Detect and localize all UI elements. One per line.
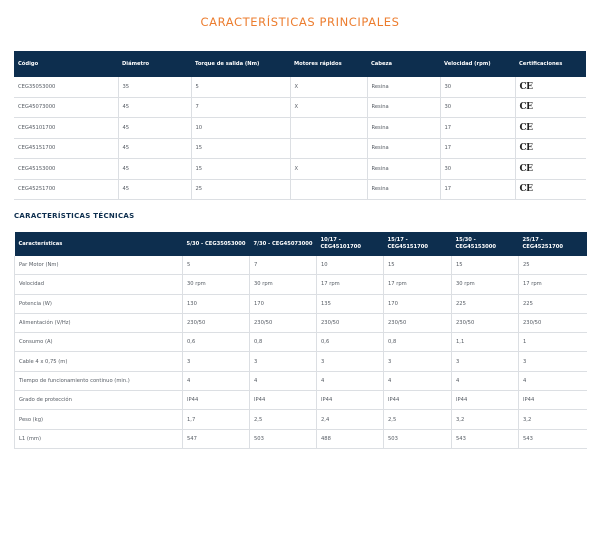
spec-value: 0,6 bbox=[183, 333, 250, 352]
spec-value: 547 bbox=[183, 429, 250, 448]
spec-value: 30 rpm bbox=[183, 275, 250, 294]
table-row bbox=[14, 159, 586, 180]
table-row bbox=[15, 294, 587, 313]
spec-value: 130 bbox=[183, 294, 250, 313]
spec-label: Grado de protección bbox=[15, 391, 183, 410]
technical-features-table bbox=[14, 232, 587, 449]
cell-motores-rapidos bbox=[290, 179, 367, 200]
spec-label: Consumo (A) bbox=[15, 333, 183, 352]
spec-value: 4 bbox=[519, 371, 587, 390]
cell-cabeza: Resina bbox=[367, 118, 440, 139]
spec-value: 4 bbox=[452, 371, 519, 390]
cell-codigo: CEG45151700 bbox=[14, 138, 118, 159]
table-row bbox=[15, 371, 587, 390]
spec-value: 1 bbox=[519, 333, 587, 352]
cell-velocidad: 30 bbox=[440, 77, 515, 97]
table-row bbox=[15, 391, 587, 410]
spec-value: 230/50 bbox=[452, 313, 519, 332]
cell-codigo: CEG45073000 bbox=[14, 97, 118, 118]
spec-value: 230/50 bbox=[183, 313, 250, 332]
spec-value: 3 bbox=[183, 352, 250, 371]
cell-certificaciones bbox=[515, 159, 586, 180]
cell-motores-rapidos: X bbox=[290, 77, 367, 97]
spec-value: 0,8 bbox=[250, 333, 317, 352]
ce-mark-icon: CE bbox=[519, 122, 533, 133]
technical-features-title: CARACTERÍSTICAS TÉCNICAS bbox=[14, 212, 135, 220]
ce-mark-icon: CE bbox=[519, 81, 533, 92]
cell-torque: 15 bbox=[191, 159, 290, 180]
cell-torque: 5 bbox=[191, 77, 290, 97]
spec-value: 230/50 bbox=[317, 313, 384, 332]
spec-value: 1,7 bbox=[183, 410, 250, 429]
table-row bbox=[14, 77, 586, 97]
spec-value: 15 bbox=[452, 256, 519, 275]
cell-velocidad: 30 bbox=[440, 159, 515, 180]
spec-value: 4 bbox=[384, 371, 452, 390]
table-row bbox=[15, 313, 587, 332]
spec-value: IP44 bbox=[452, 391, 519, 410]
header-velocidad: Velocidad (rpm) bbox=[440, 51, 515, 77]
spec-value: 543 bbox=[452, 429, 519, 448]
page-title: CARACTERÍSTICAS PRINCIPALES bbox=[200, 15, 400, 29]
spec-value: 225 bbox=[452, 294, 519, 313]
table-row bbox=[15, 410, 587, 429]
cell-cabeza: Resina bbox=[367, 97, 440, 118]
spec-value: 503 bbox=[384, 429, 452, 448]
table-row bbox=[14, 97, 586, 118]
spec-value: 15 bbox=[384, 256, 452, 275]
spec-value: 3 bbox=[452, 352, 519, 371]
ce-mark-icon: CE bbox=[519, 163, 533, 174]
main-features-header-row bbox=[14, 51, 586, 77]
cell-velocidad: 17 bbox=[440, 179, 515, 200]
spec-value: 135 bbox=[317, 294, 384, 313]
cell-diametro: 45 bbox=[118, 97, 191, 118]
spec-value: 3 bbox=[317, 352, 384, 371]
table-row bbox=[15, 256, 587, 275]
cell-motores-rapidos bbox=[290, 138, 367, 159]
cell-codigo: CEG45153000 bbox=[14, 159, 118, 180]
header-model-10-17: 10/17 - CEG45101700 bbox=[317, 232, 384, 256]
cell-motores-rapidos: X bbox=[290, 97, 367, 118]
cell-velocidad: 30 bbox=[440, 97, 515, 118]
cell-certificaciones bbox=[515, 97, 586, 118]
spec-value: 1,1 bbox=[452, 333, 519, 352]
cell-torque: 7 bbox=[191, 97, 290, 118]
table-row bbox=[15, 333, 587, 352]
spec-value: 2,5 bbox=[384, 410, 452, 429]
header-torque: Torque de salida (Nm) bbox=[191, 51, 290, 77]
table-row bbox=[14, 138, 586, 159]
spec-value: 230/50 bbox=[384, 313, 452, 332]
header-motores-rapidos: Motores rápidos bbox=[290, 51, 367, 77]
header-model-5-30: 5/30 - CEG35053000 bbox=[183, 232, 250, 256]
spec-value: 3 bbox=[384, 352, 452, 371]
spec-label: Tiempo de funcionamiento continuo (min.) bbox=[15, 371, 183, 390]
spec-label: Par Motor (Nm) bbox=[15, 256, 183, 275]
table-row bbox=[15, 352, 587, 371]
spec-value: 170 bbox=[384, 294, 452, 313]
cell-velocidad: 17 bbox=[440, 138, 515, 159]
spec-value: 4 bbox=[250, 371, 317, 390]
spec-label: Potencia (W) bbox=[15, 294, 183, 313]
spec-value: 543 bbox=[519, 429, 587, 448]
spec-value: 230/50 bbox=[250, 313, 317, 332]
cell-certificaciones bbox=[515, 179, 586, 200]
header-caracteristicas: Características bbox=[15, 232, 183, 256]
cell-cabeza: Resina bbox=[367, 179, 440, 200]
spec-label: L1 (mm) bbox=[15, 429, 183, 448]
cell-codigo: CEG45101700 bbox=[14, 118, 118, 139]
spec-value: IP44 bbox=[250, 391, 317, 410]
table-row bbox=[15, 429, 587, 448]
spec-value: 230/50 bbox=[519, 313, 587, 332]
spec-value: 17 rpm bbox=[384, 275, 452, 294]
spec-value: 30 rpm bbox=[250, 275, 317, 294]
spec-value: 2,5 bbox=[250, 410, 317, 429]
spec-value: 225 bbox=[519, 294, 587, 313]
header-model-15-30: 15/30 - CEG45153000 bbox=[452, 232, 519, 256]
cell-diametro: 45 bbox=[118, 159, 191, 180]
cell-diametro: 45 bbox=[118, 138, 191, 159]
spec-value: 7 bbox=[250, 256, 317, 275]
spec-value: 3 bbox=[250, 352, 317, 371]
cell-torque: 15 bbox=[191, 138, 290, 159]
spec-value: 30 rpm bbox=[452, 275, 519, 294]
spec-value: 5 bbox=[183, 256, 250, 275]
table-row bbox=[14, 118, 586, 139]
spec-value: 10 bbox=[317, 256, 384, 275]
table-row bbox=[15, 275, 587, 294]
spec-value: 503 bbox=[250, 429, 317, 448]
cell-cabeza: Resina bbox=[367, 138, 440, 159]
spec-value: 170 bbox=[250, 294, 317, 313]
spec-label: Peso (kg) bbox=[15, 410, 183, 429]
header-certificaciones: Certificaciones bbox=[515, 51, 586, 77]
ce-mark-icon: CE bbox=[519, 102, 533, 113]
header-codigo: Código bbox=[14, 51, 118, 77]
spec-value: 488 bbox=[317, 429, 384, 448]
header-model-7-30: 7/30 - CEG45073000 bbox=[250, 232, 317, 256]
spec-label: Velocidad bbox=[15, 275, 183, 294]
spec-value: 0,6 bbox=[317, 333, 384, 352]
header-diametro: Diámetro bbox=[118, 51, 191, 77]
cell-motores-rapidos: X bbox=[290, 159, 367, 180]
header-model-15-17: 15/17 - CEG45151700 bbox=[384, 232, 452, 256]
header-cabeza: Cabeza bbox=[367, 51, 440, 77]
spec-value: 17 rpm bbox=[317, 275, 384, 294]
spec-value: 17 rpm bbox=[519, 275, 587, 294]
spec-value: 25 bbox=[519, 256, 587, 275]
cell-diametro: 35 bbox=[118, 77, 191, 97]
cell-motores-rapidos bbox=[290, 118, 367, 139]
cell-torque: 25 bbox=[191, 179, 290, 200]
spec-value: 3 bbox=[519, 352, 587, 371]
spec-value: 4 bbox=[317, 371, 384, 390]
cell-cabeza: Resina bbox=[367, 77, 440, 97]
technical-features-header-row bbox=[15, 232, 587, 256]
ce-mark-icon: CE bbox=[519, 143, 533, 154]
spec-value: IP44 bbox=[519, 391, 587, 410]
spec-value: 0,8 bbox=[384, 333, 452, 352]
cell-velocidad: 17 bbox=[440, 118, 515, 139]
spec-value: IP44 bbox=[183, 391, 250, 410]
spec-value: 4 bbox=[183, 371, 250, 390]
table-row bbox=[14, 179, 586, 200]
cell-diametro: 45 bbox=[118, 118, 191, 139]
spec-label: Cable 4 x 0,75 (m) bbox=[15, 352, 183, 371]
spec-value: 3,2 bbox=[519, 410, 587, 429]
cell-certificaciones bbox=[515, 138, 586, 159]
spec-value: IP44 bbox=[317, 391, 384, 410]
ce-mark-icon: CE bbox=[519, 184, 533, 195]
spec-label: Alimentación (V/Hz) bbox=[15, 313, 183, 332]
cell-torque: 10 bbox=[191, 118, 290, 139]
cell-certificaciones bbox=[515, 77, 586, 97]
cell-certificaciones bbox=[515, 118, 586, 139]
header-model-25-17: 25/17 - CEG45251700 bbox=[519, 232, 587, 256]
spec-value: 2,4 bbox=[317, 410, 384, 429]
spec-value: 3,2 bbox=[452, 410, 519, 429]
cell-diametro: 45 bbox=[118, 179, 191, 200]
cell-codigo: CEG35053000 bbox=[14, 77, 118, 97]
main-features-table bbox=[14, 51, 586, 200]
cell-cabeza: Resina bbox=[367, 159, 440, 180]
cell-codigo: CEG45251700 bbox=[14, 179, 118, 200]
spec-value: IP44 bbox=[384, 391, 452, 410]
